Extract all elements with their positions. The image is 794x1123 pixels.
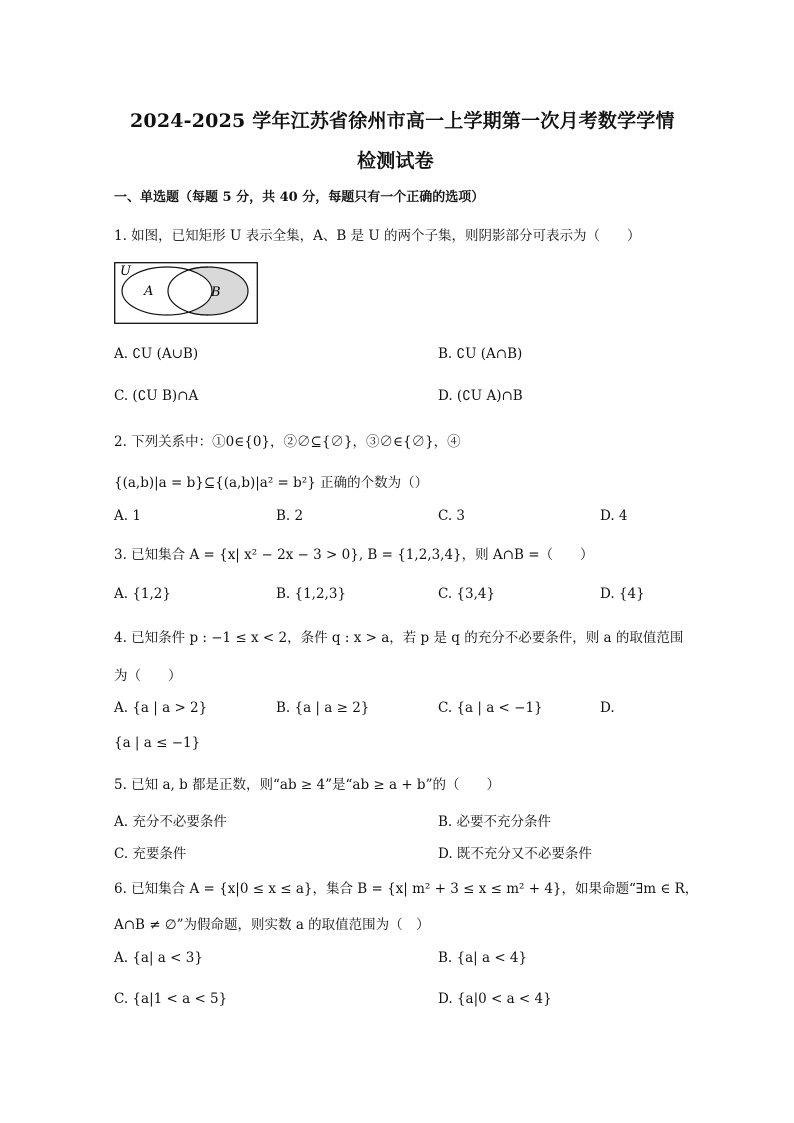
question-1-text: 1. 如图，已知矩形 U 表示全集，A、B 是 U 的两个子集，则阴影部分可表示为（ ） [114,228,641,244]
q3-option-c[interactable]: C. {3,4} [438,586,496,602]
q2-option-a[interactable]: A. 1 [114,508,141,524]
question-6-line1: 6. 已知集合 A = {x|0 ≤ x ≤ a}，集合 B = {x| m² + 3 ≤ x ≤ m² + 4}，如果命题“∃m ∈ R， [114,881,699,897]
q1-option-c[interactable]: C. (∁U B)∩A [114,388,199,404]
question-2-line1: 2. 下列关系中：①0∈{0}，②∅⊆{∅}，③∅∈{∅}，④ [114,434,461,450]
question-5-text: 5. 已知 a, b 都是正数，则“ab ≥ 4”是“ab ≥ a + b”的（ ） [114,777,500,793]
venn-label-u: U [120,264,131,279]
venn-label-a: A [144,284,154,299]
venn-diagram-svg [114,262,258,324]
question-4-line2: 为（ ） [114,668,182,684]
page-title-line2: 检测试卷 [357,150,434,172]
q6-option-c[interactable]: C. {a|1 < a < 5} [114,991,228,1007]
q5-option-c[interactable]: C. 充要条件 [114,846,187,862]
q4-option-d-value: {a | a ≤ −1} [114,735,201,751]
q2-option-d[interactable]: D. 4 [600,508,628,524]
question-6-line2: A∩B ≠ ∅”为假命题，则实数 a 的取值范围为（ ） [114,917,430,933]
q4-option-b[interactable]: B. {a | a ≥ 2} [276,700,370,716]
venn-diagram [114,262,258,324]
page-title-line1: 2024-2025 学年江苏省徐州市高一上学期第一次月考数学学情 [130,110,675,132]
q5-option-b[interactable]: B. 必要不充分条件 [438,814,552,830]
q2-option-b[interactable]: B. 2 [276,508,304,524]
q3-option-a[interactable]: A. {1,2} [114,586,171,602]
q6-option-d[interactable]: D. {a|0 < a < 4} [438,991,552,1007]
question-3-text: 3. 已知集合 A = {x| x² − 2x − 3 > 0}, B = {1,2,3,4}，则 A∩B =（ ） [114,547,594,563]
q1-option-d[interactable]: D. (∁U A)∩B [438,388,523,404]
q6-option-a[interactable]: A. {a| a < 3} [114,950,203,966]
q4-option-a[interactable]: A. {a | a > 2} [114,700,208,716]
q5-option-a[interactable]: A. 充分不必要条件 [114,814,227,830]
set-a-ellipse [122,267,212,315]
venn-label-b: B [211,285,221,300]
q6-option-b[interactable]: B. {a| a < 4} [438,950,528,966]
question-2-line2: {(a,b)|a = b}⊆{(a,b)|a² = b²} 正确的个数为（） [114,475,429,491]
q3-option-b[interactable]: B. {1,2,3} [276,586,347,602]
section-header-single-choice: 一、单选题（每题 5 分，共 40 分，每题只有一个正确的选项） [114,190,485,205]
q1-option-a[interactable]: A. ∁U (A∪B) [114,346,199,362]
question-4-line1: 4. 已知条件 p : −1 ≤ x < 2，条件 q : x > a，若 p 是 q 的充分不必要条件，则 a 的取值范围 [114,630,684,646]
q4-option-d[interactable]: D. [600,700,615,716]
q4-option-c[interactable]: C. {a | a < −1} [438,700,543,716]
q3-option-d[interactable]: D. {4} [600,586,645,602]
q1-option-b[interactable]: B. ∁U (A∩B) [438,346,523,362]
q2-option-c[interactable]: C. 3 [438,508,466,524]
q5-option-d[interactable]: D. 既不充分又不必要条件 [438,846,592,862]
